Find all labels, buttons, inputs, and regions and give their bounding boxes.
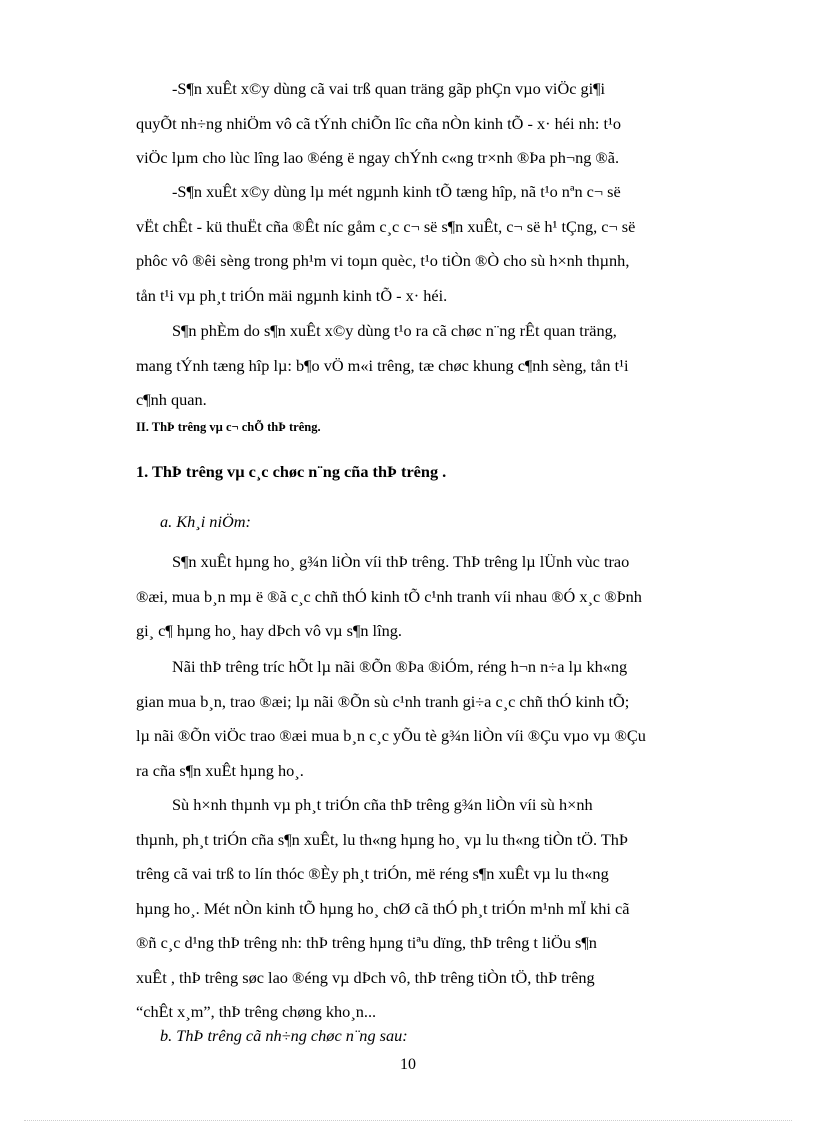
text-line: phôc vô ®êi sèng trong ph¹m vi toµn quèc, t¹o tiÒn ®Ò cho sù h×nh thµnh, — [136, 251, 630, 270]
paragraph-production-role — [136, 72, 740, 176]
paragraph-market-place — [136, 650, 740, 788]
text-line: S¶n phÈm do s¶n xuÊt x©y dùng t¹o ra cã chøc n¨ng rÊt quan träng, — [172, 321, 617, 340]
text-line: viÖc lµm cho lùc lîng lao ®éng ë ngay chÝnh c«ng tr×nh ®Þa ph¬ng ®ã. — [136, 148, 620, 167]
text-line: Sù h×nh thµnh vµ ph¸t triÓn cña thÞ trêng g¾n liÒn víi sù h×nh — [172, 795, 593, 814]
text-line: xuÊt , thÞ trêng søc lao ®éng vµ dÞch vô, thÞ trêng tiÒn tÖ, thÞ trêng — [136, 967, 595, 987]
paragraph-market-definition — [136, 545, 740, 649]
text-line: mang tÝnh tæng hîp lµ: b¶o vÖ m«i trêng, tæ chøc khung c¶nh sèng, tån t¹i — [136, 355, 629, 375]
text-line: tån t¹i vµ ph¸t triÓn mäi ngµnh kinh tÕ - x· héi. — [136, 285, 448, 305]
text-line: gian mua b¸n, trao ®æi; lµ nãi ®Õn sù c¹nh tranh gi÷a c¸c chñ thÓ kinh tÕ; — [136, 691, 630, 711]
text-line: S¶n xuÊt hµng ho¸ g¾n liÒn víi thÞ trêng. ThÞ trêng lµ lÜnh vùc trao — [172, 552, 630, 571]
text-line: thµnh, ph¸t triÓn cña s¶n xuÊt, lu th«ng hµng ho¸ vµ lu th«ng tiÒn tÖ. ThÞ — [136, 829, 628, 849]
text-line: ®ñ c¸c d¹ng thÞ trêng nh: thÞ trêng hµng tiªu dïng, thÞ trêng t liÖu s¶n — [136, 933, 597, 952]
text-line: “chÊt x¸m”, thÞ trêng chøng kho¸n... — [136, 1002, 377, 1021]
text-line: gi¸ c¶ hµng ho¸ hay dÞch vô vµ s¶n lîng. — [136, 621, 402, 640]
text-line: c¶nh quan. — [136, 390, 207, 409]
page-bottom-divider — [24, 1120, 792, 1121]
text-line: hµng ho¸. Mét nÒn kinh tÕ hµng ho¸ chØ cã thÓ ph¸t triÓn m¹nh mÏ khi cã — [136, 898, 630, 918]
paragraph-products — [136, 314, 740, 418]
subheading-a: a. Kh¸i niÖm: — [160, 512, 251, 531]
text-line: lµ nãi ®Õn viÖc trao ®æi mua b¸n c¸c yÕu tè g¾n liÒn víi ®Çu vµo vµ ®Çu — [136, 726, 646, 745]
page-number: 10 — [400, 1056, 416, 1073]
text-line: Nãi thÞ trêng tríc hÕt lµ nãi ®Õn ®Þa ®iÓm, réng h¬n n÷a lµ kh«ng — [172, 657, 628, 676]
text-line: quyÕt nh÷ng nhiÖm vô cã tÝnh chiÕn lîc cña nÒn kinh tÕ - x· héi nh: t¹o — [136, 113, 621, 133]
paragraph-construction-economy — [136, 175, 740, 313]
text-line: -S¶n xuÊt x©y dùng lµ mét ngµnh kinh tÕ tæng hîp, nã t¹o nªn c¬ së — [172, 182, 621, 201]
section-heading-ii: II. ThÞ trêng vµ c¬ chÕ thÞ trêng. — [136, 420, 321, 434]
subheading-b: b. ThÞ trêng cã nh÷ng chøc n¨ng sau: — [160, 1026, 408, 1045]
paragraph-market-development — [136, 788, 740, 1030]
text-line: -S¶n xuÊt x©y dùng cã vai trß quan träng gãp phÇn vµo viÖc gi¶i — [172, 79, 606, 98]
text-line: trêng cã vai trß to lín thóc ®Èy ph¸t triÓn, më réng s¶n xuÊt vµ lu th«ng — [136, 864, 609, 883]
section-heading-1: 1. ThÞ trêng vµ c¸c chøc n¨ng cña thÞ trêng . — [136, 462, 447, 481]
text-line: vËt chÊt - kü thuËt cña ®Êt níc gåm c¸c c¬ së s¶n xuÊt, c¬ së h¹ tÇng, c¬ së — [136, 216, 636, 236]
text-line: ®æi, mua b¸n mµ ë ®ã c¸c chñ thÓ kinh tÕ c¹nh tranh víi nhau ®Ó x¸c ®Þnh — [136, 586, 642, 606]
text-line: ra cña s¶n xuÊt hµng ho¸. — [136, 760, 304, 780]
